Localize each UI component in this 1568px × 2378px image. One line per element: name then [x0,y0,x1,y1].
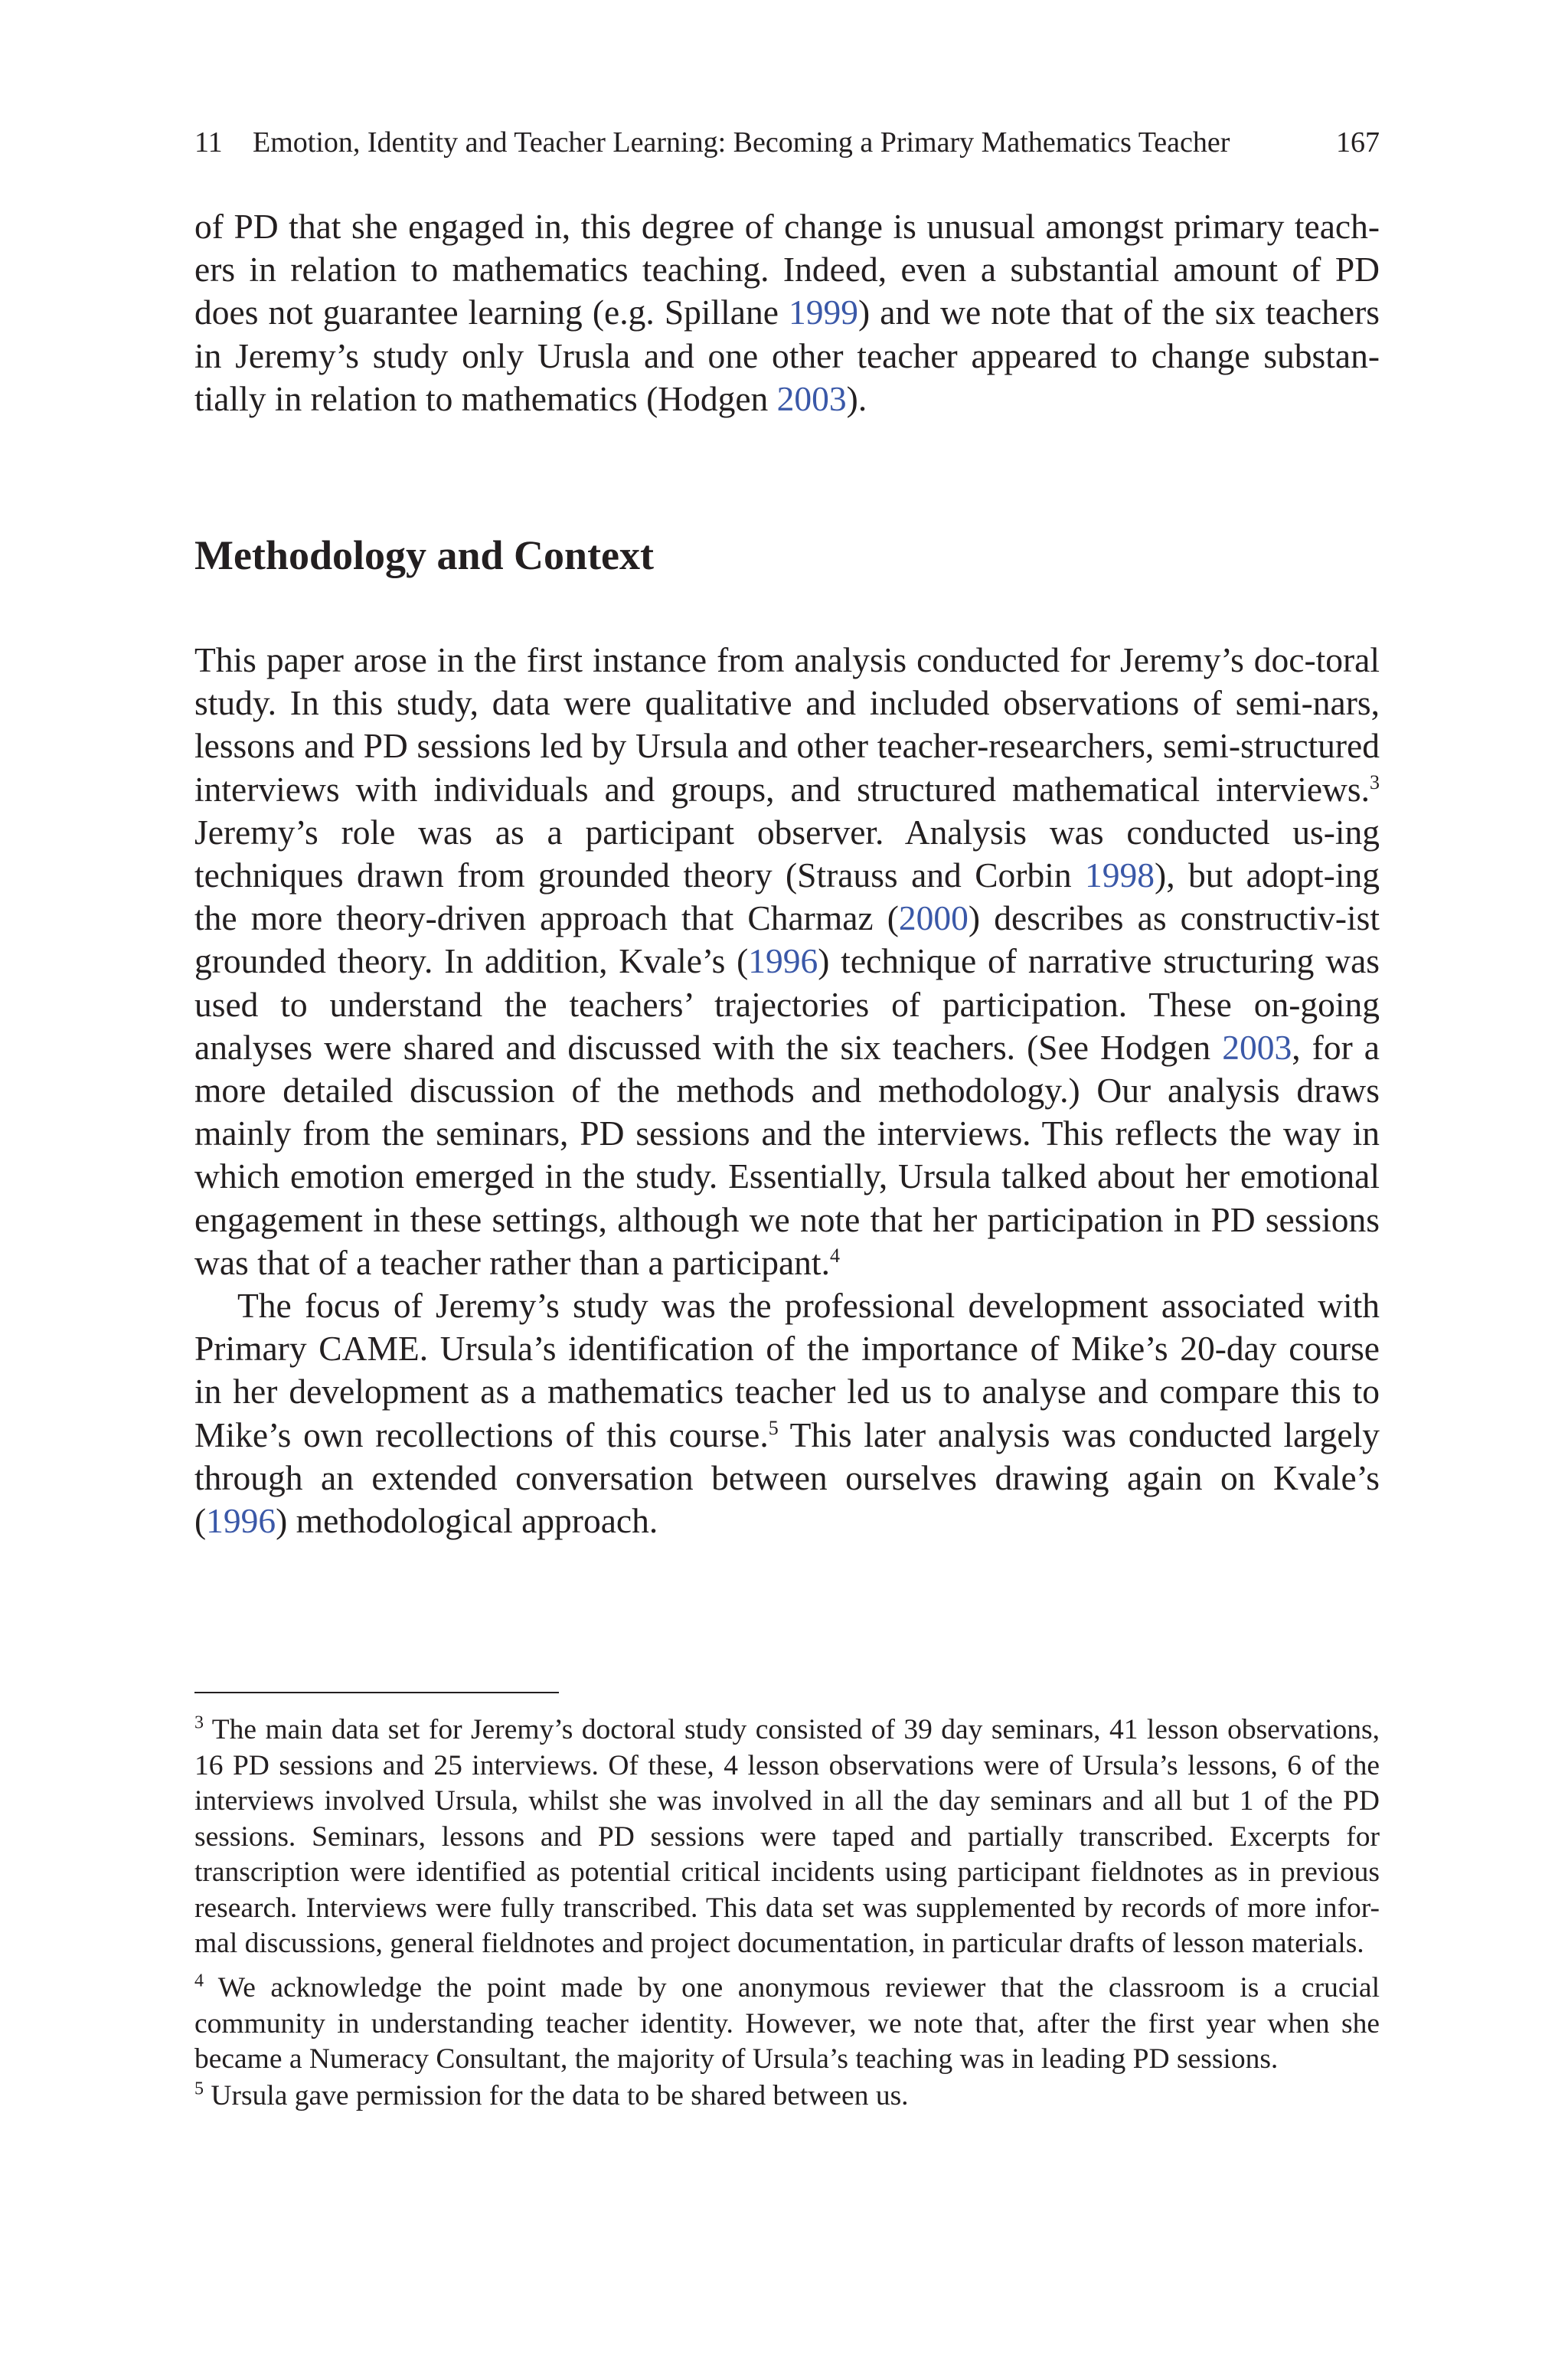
text-run: Jeremy’s role was as a participant observer. Analysis was conducted us-ing techniques drawn from grounded theory (Strauss and Corbin [194,812,1380,895]
intro-paragraph [194,205,1380,420]
chapter-title: Emotion, Identity and Teacher Learning: Becoming a Primary Mathematics Teacher [253,126,1230,159]
text-run: ) methodological approach. [276,1501,658,1541]
footnote-text: We acknowledge the point made by one anonymous reviewer that the classroom is a crucial community in understanding teacher identity. However, we note that, after the first year when she became a Numeracy Consultant, the majority of Ursula’s teaching was in leading PD sessions. [194,1972,1380,2075]
page-number: 167 [1336,126,1380,159]
focus-paragraph [194,1284,1380,1542]
text-run: This paper arose in the first instance from analysis conducted for Jeremy’s doc-toral study. In this study, data were qualitative and included observations of semi-nars, lessons and PD sessions led by Ursula and other teacher-researchers, semi-structured interviews with individuals and groups, and structured mathematical interviews. [194,640,1380,809]
citation-link[interactable]: 2003 [776,378,847,418]
text-run: This later analysis was conducted largely through an extended conversation between ourselves drawing again on Kvale’s ( [194,1415,1380,1541]
footnote-ref[interactable]: 3 [1370,770,1380,793]
footnote-number: 5 [194,2079,204,2099]
text-run: ). [846,378,867,418]
citation-link[interactable]: 2000 [898,898,969,938]
footnote-5 [194,2079,1380,2115]
citation-link[interactable]: 1998 [1085,855,1155,895]
footnote-number: 4 [194,1971,204,1991]
text-run: ) technique of narrative structuring was used to understand the teachers’ trajectories of participation. These on-going analyses were shared and discussed with the six teachers. (See Hodgen [194,941,1380,1067]
section-heading: Methodology and Context [194,532,655,578]
footnote-number: 3 [194,1712,204,1733]
footnote-3 [194,1712,1380,1962]
citation-link[interactable]: 2003 [1222,1027,1292,1067]
methods-paragraph [194,639,1380,1284]
footnote-ref[interactable]: 5 [768,1416,779,1439]
footnote-4 [194,1971,1380,2078]
text-run: ) and we note that of the six teachers in Jeremy’s study only Urusla and one other teacher appeared to change substan-tially in relation to mathematics (Hodgen [194,293,1380,418]
text-run: of PD that she engaged in, this degree of change is unusual amongst primary teach-ers in relation to mathematics teaching. Indeed, even a substantial amount of PD does not guarantee learning (e.g. Spillane [194,207,1380,332]
text-run: ) describes as constructiv-ist grounded theory. In addition, Kvale’s ( [194,898,1380,981]
footnote-text: Ursula gave permission for the data to be shared between us. [204,2080,909,2111]
footnote-text: The main data set for Jeremy’s doctoral study consisted of 39 day seminars, 41 lesson observations, 16 PD sessions and 25 interviews. Of these, 4 lesson observations were of Ursula’s lessons, 6 of the interviews involved Ursula, whilst she was involved in all the day seminars and all but 1 of the PD sessions. Seminars, lessons and PD sessions were taped and partially transcribed. Excerpts for transcription were identified as potential critical incidents using participant fieldnotes as in previous research. Interviews were fully transcribed. This data set was supplemented by records of more infor-mal discussions, general fieldnotes and project documentation, in particular drafts of lesson materials. [194,1714,1380,1959]
citation-link[interactable]: 1999 [789,293,859,332]
text-run: The focus of Jeremy’s study was the professional development associated with Primary CAME. Ursula’s identification of the importance of Mike’s 20-day course in her development as a mathematics teacher led us to analyse and compare this to Mike’s own recollections of this course. [194,1286,1380,1454]
footnote-ref[interactable]: 4 [829,1244,840,1267]
chapter-number: 11 [194,126,223,159]
citation-link[interactable]: 1996 [748,941,818,981]
text-run: ), but adopt-ing the more theory-driven approach that Charmaz ( [194,855,1380,938]
text-run: , for a more detailed discussion of the methods and methodology.) Our analysis draws mainly from the seminars, PD sessions and the interviews. This reflects the way in which emotion emerged in the study. Essentially, Ursula talked about her emotional engagement in these settings, although we note that her participation in PD sessions was that of a teacher rather than a participant. [194,1027,1380,1282]
citation-link[interactable]: 1996 [206,1501,276,1541]
footnote-divider [194,1692,559,1693]
